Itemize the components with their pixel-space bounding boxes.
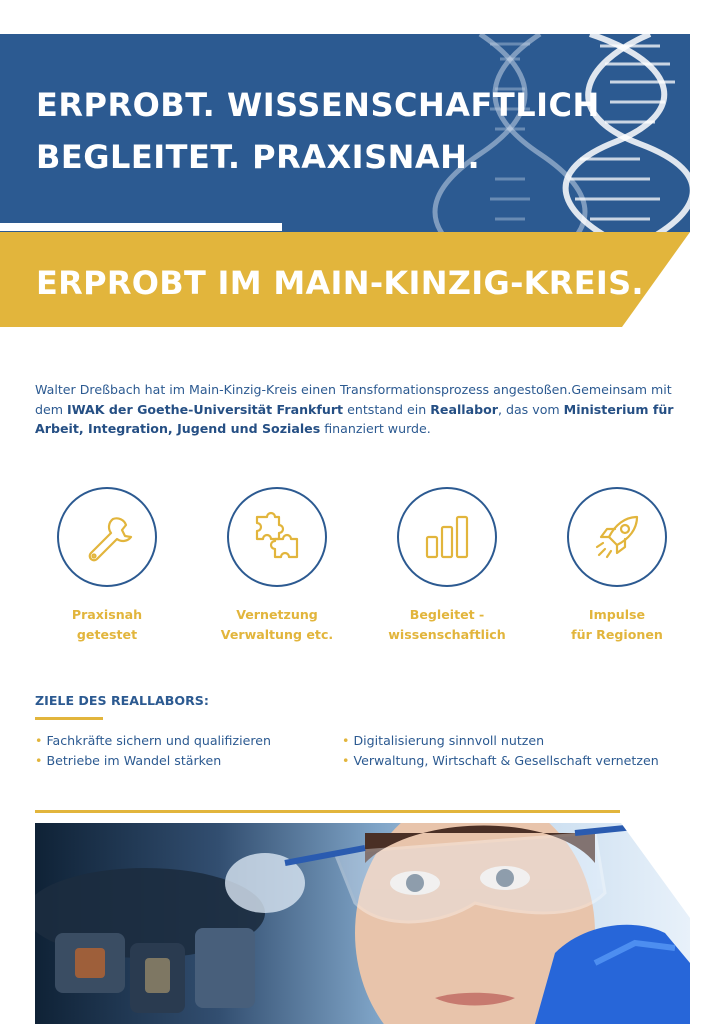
feature-praxisnah xyxy=(22,487,192,645)
goal-item: • Digitalisierung sinnvoll nutzen xyxy=(342,731,659,751)
accent-bar xyxy=(0,223,282,231)
intro-paragraph xyxy=(35,380,690,439)
feature-circle xyxy=(567,487,667,587)
puzzle-icon xyxy=(249,509,305,565)
intro-bold-ministerium: Ministerium für Arbeit, Integration, Jugend und Soziales xyxy=(35,401,674,436)
goals-list-right xyxy=(342,731,659,770)
feature-circle xyxy=(57,487,157,587)
intro-text: Walter Dreßbach hat im Main-Kinzig-Kreis einen Transformationsprozess angestoßen.Gemeinsam mit dem xyxy=(35,382,672,417)
banner-title: ERPROBT IM MAIN-KINZIG-KREIS. xyxy=(36,264,644,302)
goals-heading-underline xyxy=(35,717,103,720)
intro-text: finanziert wurde. xyxy=(320,421,431,436)
intro-bold-iwak: IWAK der Goethe-Universität Frankfurt xyxy=(67,401,344,417)
goal-item: • Betriebe im Wandel stärken xyxy=(35,751,271,771)
feature-begleitet xyxy=(362,487,532,645)
feature-vernetzung xyxy=(192,487,362,645)
rocket-icon xyxy=(589,509,645,565)
goals-heading: ZIELE DES REALLABORS: xyxy=(35,693,209,708)
feature-label: Impulse für Regionen xyxy=(571,607,663,642)
hero-title-line-1: ERPROBT. WISSENSCHAFTLICH xyxy=(36,86,600,124)
scientist-with-microscope-photo xyxy=(35,823,690,1024)
intro-bold-reallabor: Reallabor xyxy=(430,401,498,417)
intro-text: , das vom xyxy=(497,401,564,417)
intro-text: entstand ein xyxy=(343,401,431,417)
photo-illustration xyxy=(35,823,690,1024)
feature-label: Praxisnah getestet xyxy=(71,607,143,642)
feature-circle xyxy=(227,487,327,587)
feature-impulse xyxy=(532,487,702,645)
section-divider xyxy=(35,810,620,813)
goals-list-left xyxy=(35,731,271,770)
hero-title-line-2: BEGLEITET. PRAXISNAH. xyxy=(36,138,481,176)
hero-banner xyxy=(0,34,690,232)
goal-item: • Verwaltung, Wirtschaft & Gesellschaft vernetzen xyxy=(342,751,659,771)
goal-item: • Fachkräfte sichern und qualifizieren xyxy=(35,731,271,751)
feature-label: Begleitet - wissenschaftlich xyxy=(388,607,506,642)
wrench-icon xyxy=(79,509,135,565)
feature-circle xyxy=(397,487,497,587)
hero-title xyxy=(36,79,600,183)
feature-label: Vernetzung Verwaltung etc. xyxy=(220,607,334,642)
bar-chart-icon xyxy=(419,509,475,565)
